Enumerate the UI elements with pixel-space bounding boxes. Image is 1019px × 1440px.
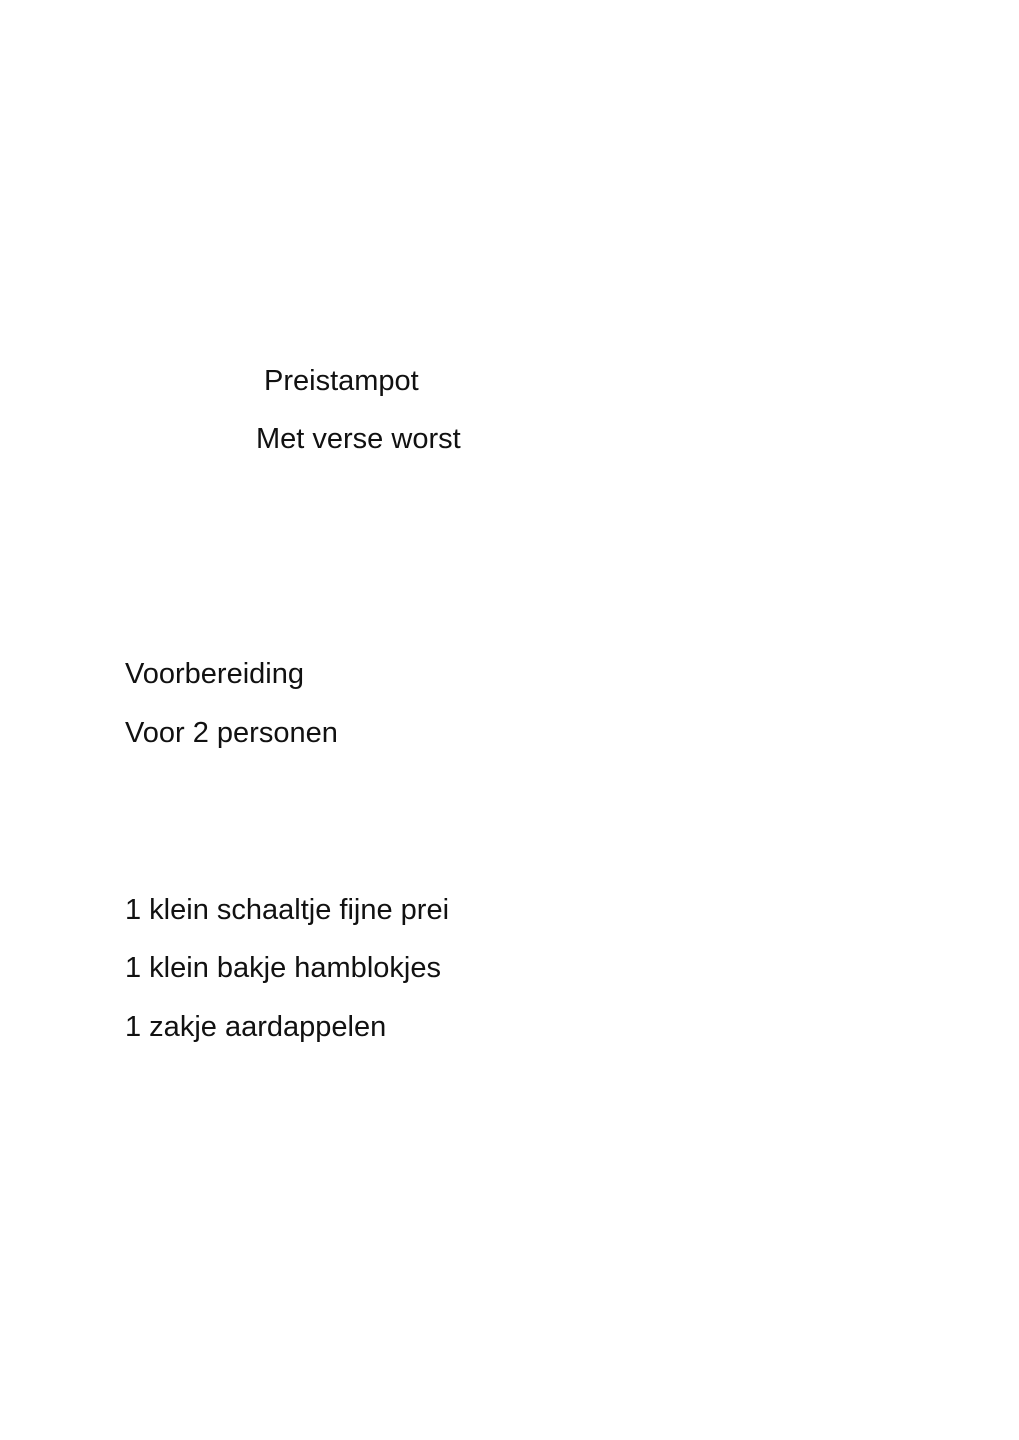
ingredient-item: 1 klein schaaltje fijne prei [125,894,450,926]
servings-text: Voor 2 personen [125,717,338,749]
ingredient-item: 1 zakje aardappelen [125,1011,387,1043]
recipe-title: Preistampot [264,365,419,397]
preparation-heading: Voorbereiding [125,658,304,690]
ingredient-item: 1 klein bakje hamblokjes [125,952,441,984]
recipe-subtitle: Met verse worst [256,423,461,455]
